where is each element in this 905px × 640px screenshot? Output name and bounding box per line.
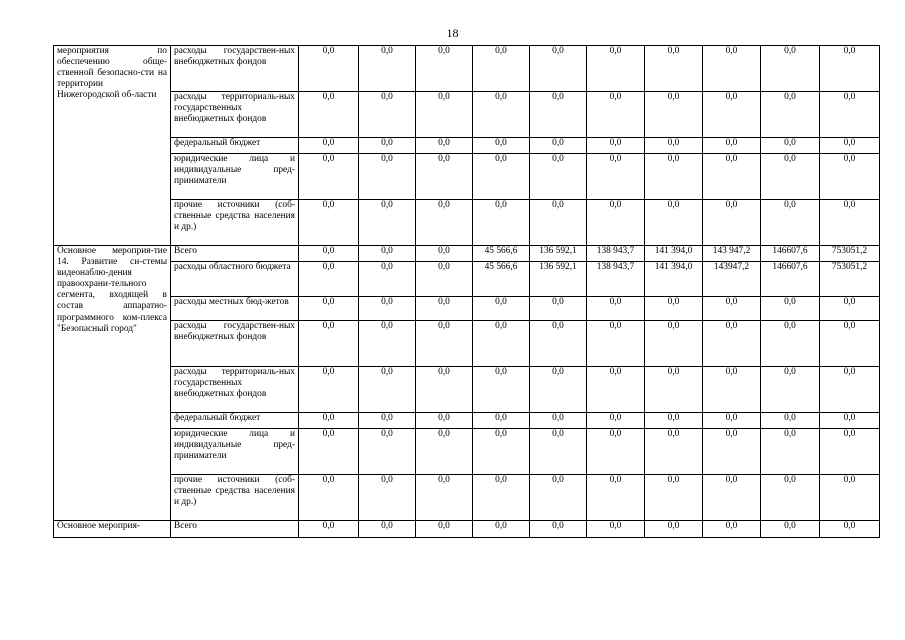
table-row xyxy=(54,429,880,475)
value-cell: 0,0 xyxy=(820,297,880,321)
value-cell: 141 394,0 xyxy=(645,246,703,262)
page-number: 18 xyxy=(446,26,459,40)
value-cell: 0,0 xyxy=(359,200,416,246)
value-cell: 0,0 xyxy=(703,521,761,538)
value-cell: 0,0 xyxy=(299,246,359,262)
value-cell: 0,0 xyxy=(416,262,473,297)
value-cell: 0,0 xyxy=(473,46,530,92)
value-cell: 0,0 xyxy=(703,92,761,138)
value-cell: 0,0 xyxy=(703,321,761,367)
value-cell: 0,0 xyxy=(299,46,359,92)
value-cell: 0,0 xyxy=(359,413,416,429)
value-cell: 0,0 xyxy=(645,138,703,154)
value-cell: 0,0 xyxy=(761,429,820,475)
value-cell: 0,0 xyxy=(530,138,587,154)
value-cell: 0,0 xyxy=(761,92,820,138)
value-cell: 0,0 xyxy=(761,200,820,246)
table-row xyxy=(54,413,880,429)
source-cell: расходы государствен-ных внебюджетных фондов xyxy=(171,46,299,92)
value-cell: 0,0 xyxy=(820,92,880,138)
table-row xyxy=(54,46,880,92)
value-cell: 0,0 xyxy=(530,200,587,246)
source-cell: расходы областного бюджета xyxy=(171,262,299,297)
value-cell: 0,0 xyxy=(473,200,530,246)
value-cell: 0,0 xyxy=(587,413,645,429)
value-cell: 0,0 xyxy=(530,154,587,200)
value-cell: 0,0 xyxy=(359,321,416,367)
value-cell: 0,0 xyxy=(299,321,359,367)
value-cell: 0,0 xyxy=(530,475,587,521)
value-cell: 0,0 xyxy=(587,46,645,92)
value-cell: 0,0 xyxy=(761,367,820,413)
value-cell: 0,0 xyxy=(359,46,416,92)
value-cell: 0,0 xyxy=(587,138,645,154)
value-cell: 0,0 xyxy=(820,321,880,367)
value-cell: 0,0 xyxy=(530,321,587,367)
value-cell: 0,0 xyxy=(416,200,473,246)
value-cell: 0,0 xyxy=(416,92,473,138)
value-cell: 0,0 xyxy=(473,521,530,538)
source-cell: прочие источники (соб-ственные средства населения и др.) xyxy=(171,475,299,521)
value-cell: 138 943,7 xyxy=(587,246,645,262)
value-cell: 0,0 xyxy=(645,297,703,321)
value-cell: 0,0 xyxy=(587,92,645,138)
table-row xyxy=(54,521,880,538)
value-cell: 0,0 xyxy=(703,475,761,521)
value-cell: 0,0 xyxy=(416,154,473,200)
value-cell: 0,0 xyxy=(761,475,820,521)
value-cell: 0,0 xyxy=(703,429,761,475)
value-cell: 0,0 xyxy=(703,46,761,92)
value-cell: 0,0 xyxy=(416,46,473,92)
value-cell: 0,0 xyxy=(587,521,645,538)
value-cell: 0,0 xyxy=(299,154,359,200)
value-cell: 0,0 xyxy=(645,475,703,521)
value-cell: 0,0 xyxy=(359,367,416,413)
value-cell: 0,0 xyxy=(820,475,880,521)
value-cell: 0,0 xyxy=(587,297,645,321)
value-cell: 0,0 xyxy=(703,200,761,246)
value-cell: 0,0 xyxy=(299,413,359,429)
source-cell: Всего xyxy=(171,246,299,262)
value-cell: 753051,2 xyxy=(820,246,880,262)
value-cell: 0,0 xyxy=(473,367,530,413)
value-cell: 0,0 xyxy=(359,475,416,521)
value-cell: 0,0 xyxy=(359,138,416,154)
value-cell: 0,0 xyxy=(820,46,880,92)
source-cell: Всего xyxy=(171,521,299,538)
measure-cell: мероприятия по обеспечению обще-ственной безопасно-сти на территории Нижегородской об-ласти xyxy=(54,46,171,246)
source-cell: юридические лица и индивидуальные пред-приниматели xyxy=(171,154,299,200)
value-cell: 0,0 xyxy=(645,429,703,475)
table-row xyxy=(54,475,880,521)
value-cell: 0,0 xyxy=(416,138,473,154)
value-cell: 45 566,6 xyxy=(473,262,530,297)
value-cell: 0,0 xyxy=(530,92,587,138)
value-cell: 0,0 xyxy=(645,321,703,367)
table-row xyxy=(54,321,880,367)
value-cell: 0,0 xyxy=(473,92,530,138)
value-cell: 45 566,6 xyxy=(473,246,530,262)
value-cell: 0,0 xyxy=(299,367,359,413)
value-cell: 143 947,2 xyxy=(703,246,761,262)
value-cell: 0,0 xyxy=(299,92,359,138)
budget-table xyxy=(53,45,880,538)
value-cell: 0,0 xyxy=(359,246,416,262)
value-cell: 0,0 xyxy=(530,521,587,538)
value-cell: 0,0 xyxy=(761,321,820,367)
source-cell: расходы территориаль-ных государственных внебюджетных фондов xyxy=(171,367,299,413)
value-cell: 0,0 xyxy=(299,262,359,297)
table-row xyxy=(54,246,880,262)
source-cell: федеральный бюджет xyxy=(171,138,299,154)
table-row xyxy=(54,367,880,413)
value-cell: 0,0 xyxy=(587,154,645,200)
value-cell: 0,0 xyxy=(703,297,761,321)
value-cell: 0,0 xyxy=(820,138,880,154)
value-cell: 0,0 xyxy=(416,321,473,367)
source-cell: юридические лица и индивидуальные пред-приниматели xyxy=(171,429,299,475)
value-cell: 0,0 xyxy=(473,413,530,429)
value-cell: 138 943,7 xyxy=(587,262,645,297)
value-cell: 0,0 xyxy=(761,46,820,92)
value-cell: 0,0 xyxy=(530,297,587,321)
value-cell: 0,0 xyxy=(299,138,359,154)
value-cell: 0,0 xyxy=(299,475,359,521)
source-cell: расходы государствен-ных внебюджетных фондов xyxy=(171,321,299,367)
value-cell: 0,0 xyxy=(703,154,761,200)
value-cell: 0,0 xyxy=(530,46,587,92)
measure-cell: Основное мероприя- xyxy=(54,521,171,538)
value-cell: 0,0 xyxy=(473,297,530,321)
value-cell: 0,0 xyxy=(761,138,820,154)
source-cell: федеральный бюджет xyxy=(171,413,299,429)
value-cell: 136 592,1 xyxy=(530,246,587,262)
table-row xyxy=(54,154,880,200)
value-cell: 0,0 xyxy=(645,92,703,138)
value-cell: 0,0 xyxy=(820,154,880,200)
value-cell: 0,0 xyxy=(530,413,587,429)
value-cell: 0,0 xyxy=(820,367,880,413)
value-cell: 0,0 xyxy=(703,138,761,154)
value-cell: 0,0 xyxy=(359,92,416,138)
value-cell: 0,0 xyxy=(416,413,473,429)
source-cell: прочие источники (соб-ственные средства населения и др.) xyxy=(171,200,299,246)
source-cell: расходы местных бюд-жетов xyxy=(171,297,299,321)
value-cell: 0,0 xyxy=(416,297,473,321)
value-cell: 0,0 xyxy=(473,154,530,200)
source-cell: расходы территориаль-ных государственных внебюджетных фондов xyxy=(171,92,299,138)
value-cell: 0,0 xyxy=(416,521,473,538)
value-cell: 0,0 xyxy=(820,413,880,429)
value-cell: 0,0 xyxy=(587,429,645,475)
table-row xyxy=(54,262,880,297)
value-cell: 0,0 xyxy=(761,413,820,429)
value-cell: 0,0 xyxy=(473,475,530,521)
measure-cell: Основное мероприя-тие 14. Развитие си-стемы видеонаблю-дения правоохрани-тельного сегмента, входящей в состав аппаратно-программного ком-плекса "Безопасный город" xyxy=(54,246,171,521)
value-cell: 0,0 xyxy=(703,413,761,429)
value-cell: 0,0 xyxy=(473,138,530,154)
value-cell: 0,0 xyxy=(416,475,473,521)
value-cell: 0,0 xyxy=(299,297,359,321)
table-row xyxy=(54,138,880,154)
table-row xyxy=(54,92,880,138)
value-cell: 0,0 xyxy=(645,367,703,413)
value-cell: 0,0 xyxy=(645,200,703,246)
value-cell: 0,0 xyxy=(587,321,645,367)
table-row xyxy=(54,297,880,321)
value-cell: 0,0 xyxy=(820,521,880,538)
value-cell: 0,0 xyxy=(299,429,359,475)
value-cell: 146607,6 xyxy=(761,246,820,262)
value-cell: 0,0 xyxy=(359,521,416,538)
value-cell: 0,0 xyxy=(416,429,473,475)
value-cell: 146607,6 xyxy=(761,262,820,297)
value-cell: 0,0 xyxy=(359,154,416,200)
value-cell: 0,0 xyxy=(359,262,416,297)
value-cell: 0,0 xyxy=(416,367,473,413)
value-cell: 0,0 xyxy=(820,429,880,475)
value-cell: 0,0 xyxy=(299,521,359,538)
value-cell: 0,0 xyxy=(703,367,761,413)
value-cell: 0,0 xyxy=(645,154,703,200)
value-cell: 0,0 xyxy=(530,429,587,475)
value-cell: 0,0 xyxy=(761,521,820,538)
value-cell: 0,0 xyxy=(820,200,880,246)
value-cell: 0,0 xyxy=(645,521,703,538)
value-cell: 0,0 xyxy=(416,246,473,262)
value-cell: 141 394,0 xyxy=(645,262,703,297)
value-cell: 0,0 xyxy=(645,413,703,429)
table-row xyxy=(54,200,880,246)
value-cell: 753051,2 xyxy=(820,262,880,297)
value-cell: 0,0 xyxy=(530,367,587,413)
value-cell: 0,0 xyxy=(473,321,530,367)
value-cell: 0,0 xyxy=(645,46,703,92)
value-cell: 0,0 xyxy=(359,297,416,321)
value-cell: 0,0 xyxy=(761,297,820,321)
value-cell: 143947,2 xyxy=(703,262,761,297)
value-cell: 0,0 xyxy=(587,475,645,521)
value-cell: 0,0 xyxy=(473,429,530,475)
value-cell: 136 592,1 xyxy=(530,262,587,297)
value-cell: 0,0 xyxy=(761,154,820,200)
value-cell: 0,0 xyxy=(299,200,359,246)
value-cell: 0,0 xyxy=(587,367,645,413)
value-cell: 0,0 xyxy=(359,429,416,475)
value-cell: 0,0 xyxy=(587,200,645,246)
